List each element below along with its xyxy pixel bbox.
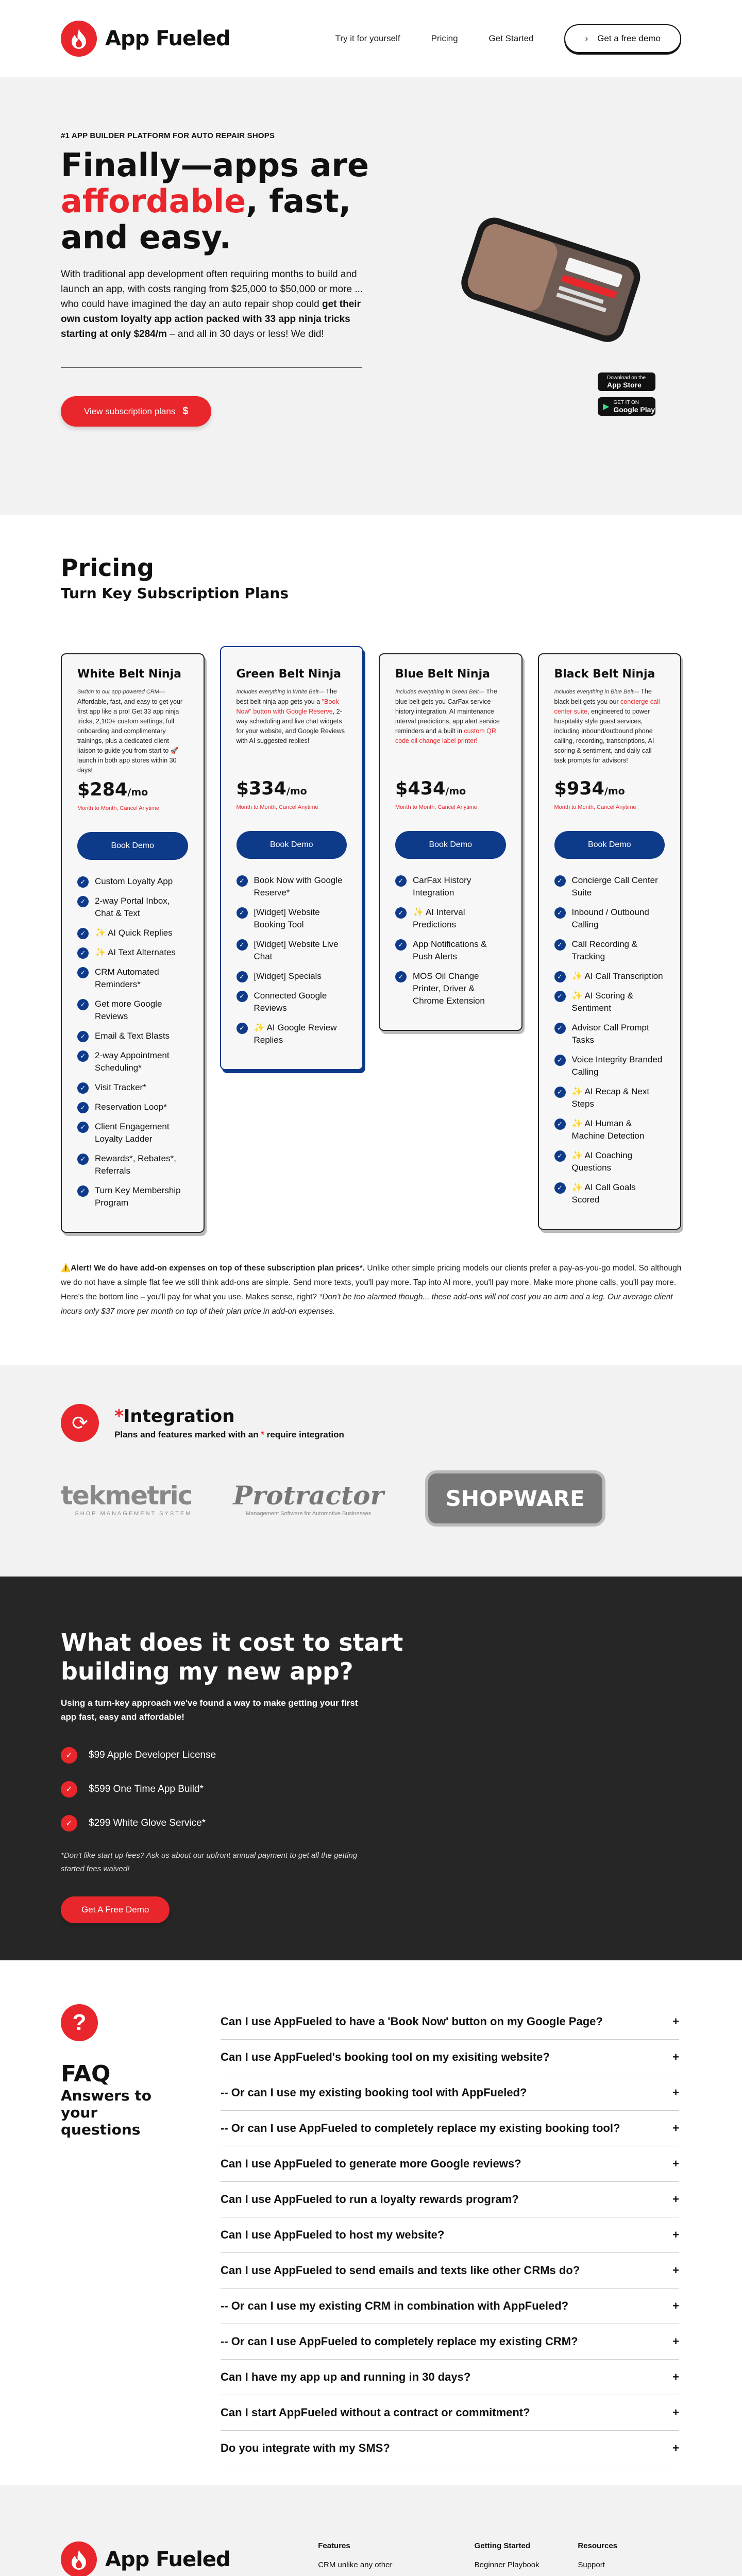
hero-body bbox=[61, 267, 370, 342]
faq-question: Do you integrate with my SMS? bbox=[221, 2442, 390, 2454]
app-store-badges bbox=[598, 372, 655, 416]
footer-logo[interactable] bbox=[61, 2541, 318, 2576]
flame-logo-icon bbox=[61, 2541, 97, 2576]
check-icon: ✓ bbox=[61, 1747, 77, 1764]
faq-question: Can I use AppFueled to host my website? bbox=[221, 2228, 445, 2241]
plan-features bbox=[395, 874, 506, 1007]
plan-price-value: $334 bbox=[236, 778, 286, 799]
faq-question: Can I use AppFueled's booking tool on my exisiting website? bbox=[221, 2050, 550, 2063]
faq-item[interactable] bbox=[221, 2395, 679, 2431]
plan-card-blue bbox=[379, 653, 522, 1031]
check-icon: ✓ bbox=[395, 971, 407, 982]
plan-features bbox=[554, 874, 665, 1206]
faq-question: -- Or can I use my existing booking tool with AppFueled? bbox=[221, 2086, 527, 2099]
plus-icon: + bbox=[672, 2299, 679, 2312]
hero-body-1: With traditional app development often requiring months to build and launch an app, with costs ranging from $25,000 to $50,000 or more ... who could have imagined the day an auto repair shop could bbox=[61, 269, 363, 310]
faq-question: Can I use AppFueled to generate more Google reviews? bbox=[221, 2157, 521, 2170]
plus-icon: + bbox=[672, 2406, 679, 2419]
free-demo-button[interactable] bbox=[564, 24, 681, 53]
shopware-logo: SHOPWARE bbox=[425, 1470, 605, 1527]
faq-item[interactable] bbox=[221, 2431, 679, 2466]
faq-question: -- Or can I use AppFueled to completely replace my existing CRM? bbox=[221, 2335, 578, 2348]
plan-feature-label: ✨ AI Call Goals Scored bbox=[571, 1182, 636, 1205]
check-icon: ✓ bbox=[395, 907, 407, 919]
alert-bold: ⚠️Alert! We do have add-on expenses on top of these subscription plan prices*. bbox=[61, 1264, 365, 1273]
plan-name: Black Belt Ninja bbox=[554, 668, 655, 681]
plan-feature bbox=[554, 874, 665, 899]
chevron-right-icon: › bbox=[585, 33, 588, 43]
plan-price-value: $284 bbox=[77, 779, 128, 800]
footer-started-list bbox=[475, 2561, 578, 2576]
footer-resources-title: Resources bbox=[578, 2541, 618, 2550]
plan-feature-label: [Widget] Website Live Chat bbox=[254, 939, 339, 961]
plan-feature bbox=[554, 1117, 665, 1142]
plan-intro: Includes everything in Green Belt— bbox=[395, 689, 485, 695]
plus-icon: + bbox=[672, 2086, 679, 2099]
plan-feature-label: Get more Google Reviews bbox=[95, 999, 162, 1021]
view-plans-button[interactable] bbox=[61, 396, 211, 427]
plan-feature bbox=[554, 1149, 665, 1174]
plan-feature-label: Advisor Call Prompt Tasks bbox=[571, 1023, 649, 1045]
integration-subtitle bbox=[114, 1430, 344, 1440]
question-icon: ? bbox=[61, 2004, 98, 2041]
plan-card-white bbox=[61, 653, 205, 1233]
book-demo-button[interactable]: Book Demo bbox=[77, 832, 188, 860]
plan-price-value: $934 bbox=[554, 778, 604, 799]
check-icon: ✓ bbox=[554, 1118, 566, 1130]
plan-features bbox=[237, 874, 347, 1046]
app-store-label: App Store bbox=[607, 380, 642, 389]
plan-desc-1: The blue belt gets you CarFax service history integration, AI maintenance interval predictions, app alert service reminders and a built in bbox=[395, 688, 500, 735]
plan-feature-label: Book Now with Google Reserve* bbox=[254, 875, 343, 897]
footer-getting-started bbox=[475, 2541, 578, 2576]
check-icon: ✓ bbox=[77, 1050, 89, 1062]
plan-feature-label: Connected Google Reviews bbox=[254, 991, 327, 1013]
plan-card-black bbox=[538, 653, 682, 1230]
plan-feature-label: Concierge Call Center Suite bbox=[571, 875, 658, 897]
integration-star: * bbox=[114, 1406, 124, 1427]
footer-brand bbox=[61, 2541, 318, 2576]
protractor-text: Protractor bbox=[233, 1480, 384, 1511]
footer-link[interactable]: Support bbox=[578, 2561, 605, 2569]
hero-title-red: affordable bbox=[61, 182, 246, 220]
plan-feature bbox=[554, 1181, 665, 1206]
integration-title bbox=[114, 1406, 344, 1427]
footer-features bbox=[318, 2541, 474, 2576]
plan-feature-label: CarFax History Integration bbox=[413, 875, 471, 897]
view-plans-label: View subscription plans bbox=[84, 406, 176, 416]
plan-feature-label: 2-way Appointment Scheduling* bbox=[95, 1050, 170, 1073]
faq-item[interactable] bbox=[221, 2289, 679, 2324]
plan-feature bbox=[554, 906, 665, 931]
plan-feature-label: Voice Integrity Branded Calling bbox=[571, 1055, 663, 1077]
plan-features bbox=[77, 875, 188, 1209]
sync-icon: ⟳ bbox=[61, 1404, 99, 1442]
hero-title-2: , fast, bbox=[246, 182, 351, 220]
footer-resources bbox=[578, 2541, 681, 2576]
cost-title: What does it cost to start building my new app? bbox=[61, 1629, 403, 1685]
free-demo-label: Get a free demo bbox=[597, 33, 661, 43]
plan-feature-label: Visit Tracker* bbox=[95, 1082, 146, 1092]
plan-intro: Includes everything in White Belt— bbox=[236, 689, 325, 695]
plan-feature bbox=[237, 938, 347, 963]
plan-feature-label: ✨ AI Human & Machine Detection bbox=[571, 1118, 645, 1141]
faq-question: -- Or can I use my existing CRM in combination with AppFueled? bbox=[221, 2299, 569, 2312]
hero-divider bbox=[61, 367, 362, 368]
plan-feature-label: Turn Key Membership Program bbox=[95, 1185, 181, 1208]
footer-started-title: Getting Started bbox=[474, 2541, 531, 2550]
plan-feature bbox=[77, 875, 188, 888]
plan-feature bbox=[77, 1081, 188, 1094]
faq-list bbox=[221, 2004, 679, 2454]
plan-price bbox=[395, 778, 506, 799]
plan-feature bbox=[77, 927, 188, 939]
plan-feature-label: MOS Oil Change Printer, Driver & Chrome Extension bbox=[413, 971, 485, 1006]
plan-description bbox=[237, 687, 347, 774]
check-icon: ✓ bbox=[237, 991, 248, 1002]
check-icon: ✓ bbox=[554, 971, 566, 982]
plan-feature bbox=[554, 938, 665, 963]
plan-price bbox=[554, 778, 665, 799]
faq-item[interactable] bbox=[221, 2040, 679, 2075]
plus-icon: + bbox=[672, 2157, 679, 2170]
plan-feature-label: [Widget] Website Booking Tool bbox=[254, 907, 320, 929]
plan-feature bbox=[77, 946, 188, 959]
plan-name: White Belt Ninja bbox=[77, 668, 181, 681]
dollar-icon: $ bbox=[182, 405, 189, 417]
faq-question: -- Or can I use AppFueled to completely replace my existing booking tool? bbox=[221, 2122, 620, 2134]
flame-logo-icon bbox=[61, 21, 97, 57]
plan-description bbox=[77, 687, 188, 775]
main-nav bbox=[335, 24, 681, 53]
book-demo-button[interactable]: Book Demo bbox=[554, 831, 665, 859]
check-icon: ✓ bbox=[77, 1031, 89, 1042]
plus-icon: + bbox=[672, 2228, 679, 2241]
plan-price bbox=[237, 778, 347, 799]
plan-feature-label: [Widget] Specials bbox=[254, 971, 322, 981]
plan-price-per: /mo bbox=[445, 786, 466, 797]
protractor-logo bbox=[233, 1480, 383, 1517]
hero-title-3: and easy. bbox=[61, 218, 232, 256]
plan-name: Blue Belt Ninja bbox=[395, 668, 490, 681]
check-icon: ✓ bbox=[237, 971, 248, 982]
plan-price bbox=[77, 779, 188, 800]
plan-feature-label: ✨ AI Interval Predictions bbox=[413, 907, 465, 929]
check-icon: ✓ bbox=[554, 1087, 566, 1098]
nav-try[interactable]: Try it for yourself bbox=[335, 33, 400, 43]
check-icon: ✓ bbox=[395, 939, 407, 951]
phone-mockup-image bbox=[438, 201, 660, 371]
app-store-badge[interactable] bbox=[598, 372, 655, 391]
check-icon: ✓ bbox=[77, 1082, 89, 1094]
integration-sub-1: Plans and features marked with an bbox=[114, 1430, 261, 1439]
plan-description bbox=[395, 687, 506, 774]
check-icon: ✓ bbox=[77, 876, 89, 888]
footer-features-title: Features bbox=[318, 2541, 350, 2550]
plan-feature-label: ✨ AI Coaching Questions bbox=[571, 1150, 633, 1173]
plan-desc-1: The best belt ninja app gets you a bbox=[236, 688, 337, 705]
check-icon: ✓ bbox=[77, 947, 89, 959]
plan-price-per: /mo bbox=[604, 786, 625, 797]
nav-get-started[interactable]: Get Started bbox=[488, 33, 534, 43]
plan-feature bbox=[237, 970, 347, 982]
partner-logos bbox=[61, 1470, 681, 1527]
hero-body-2: – and all in 30 days or less! We did! bbox=[166, 329, 324, 340]
plan-feature bbox=[554, 970, 665, 982]
check-icon: ✓ bbox=[395, 875, 407, 887]
book-demo-button[interactable]: Book Demo bbox=[395, 831, 506, 859]
alert-italic: *Don't be too alarmed though... these add-ons will not cost you an arm and a leg. Our average client incurs only $37 more per month on top of their plan price in add-on expenses. bbox=[61, 1293, 673, 1316]
check-icon: ✓ bbox=[554, 875, 566, 887]
plan-feature-label: Call Recording & Tracking bbox=[571, 939, 638, 961]
check-icon: ✓ bbox=[77, 1102, 89, 1113]
plus-icon: + bbox=[672, 2050, 679, 2063]
plan-term: Month to Month, Cancel Anytime bbox=[77, 805, 159, 811]
integration-sub-star: * bbox=[261, 1430, 264, 1439]
cost-items bbox=[61, 1747, 681, 1832]
check-icon: ✓ bbox=[554, 939, 566, 951]
plan-feature-label: Client Engagement Loyalty Ladder bbox=[95, 1122, 170, 1144]
plan-feature bbox=[554, 1086, 665, 1110]
plan-feature bbox=[395, 906, 506, 931]
plan-feature-label: Inbound / Outbound Calling bbox=[571, 907, 649, 929]
protractor-sub: Management Software for Automotive Businesses bbox=[245, 1511, 372, 1517]
plan-feature-label: ✨ AI Call Transcription bbox=[571, 971, 663, 981]
footer-resources-list bbox=[578, 2561, 681, 2576]
plus-icon: + bbox=[672, 2442, 679, 2454]
faq-question: Can I have my app up and running in 30 days? bbox=[221, 2370, 471, 2383]
plan-feature bbox=[77, 998, 188, 1023]
hero-title bbox=[61, 147, 380, 256]
hero-eyebrow: #1 APP BUILDER PLATFORM FOR AUTO REPAIR SHOPS bbox=[61, 131, 275, 140]
plan-price-per: /mo bbox=[127, 787, 148, 798]
check-icon: ✓ bbox=[554, 1182, 566, 1194]
plan-feature bbox=[554, 1054, 665, 1078]
pricing-section bbox=[0, 515, 742, 1365]
plus-icon: + bbox=[672, 2264, 679, 2277]
faq-question: Can I use AppFueled to run a loyalty rewards program? bbox=[221, 2193, 519, 2206]
plan-feature bbox=[237, 874, 347, 899]
faq-item[interactable] bbox=[221, 2360, 679, 2395]
plan-price-per: /mo bbox=[286, 786, 307, 797]
footer-columns bbox=[61, 2541, 681, 2576]
cost-section bbox=[0, 1577, 742, 1960]
check-icon: ✓ bbox=[554, 907, 566, 919]
plan-feature-label: Email & Text Blasts bbox=[95, 1031, 170, 1041]
plan-desc-red: custom QR code oil change label printer! bbox=[395, 727, 496, 744]
check-icon: ✓ bbox=[554, 1055, 566, 1066]
tekmetric-logo bbox=[61, 1481, 192, 1517]
faq-item[interactable] bbox=[221, 2004, 679, 2040]
plan-feature bbox=[77, 1121, 188, 1145]
plus-icon: + bbox=[672, 2122, 679, 2134]
google-play-badge[interactable] bbox=[598, 397, 655, 416]
check-icon: ✓ bbox=[61, 1781, 77, 1798]
cost-item bbox=[61, 1815, 681, 1832]
addon-alert-note bbox=[61, 1261, 682, 1319]
check-icon: ✓ bbox=[61, 1815, 77, 1832]
pricing-cards bbox=[61, 653, 681, 1233]
cost-item-label: $599 One Time App Build* bbox=[89, 1784, 204, 1794]
plan-feature-label: CRM Automated Reminders* bbox=[95, 967, 159, 989]
footer-link[interactable]: CRM unlike any other bbox=[318, 2561, 393, 2569]
plan-term: Month to Month, Cancel Anytime bbox=[395, 804, 477, 810]
footer-logo-text: App Fueled bbox=[105, 2548, 230, 2571]
footer-link[interactable]: Beginner Playbook bbox=[474, 2561, 539, 2569]
plan-feature bbox=[554, 990, 665, 1014]
plan-intro: Switch to our app-powered CRM— bbox=[77, 689, 165, 695]
plan-desc-text: Affordable, fast, and easy to get your first app like a pro! Get 33 app ninja tricks, 2,100+ custom settings, full onboarding and complimentary trainings, plus a dedicated client liaison to guide you from start to 🚀 launch in both app stores within 30 days! bbox=[77, 698, 183, 774]
cost-item-label: $99 Apple Developer License bbox=[89, 1750, 216, 1760]
book-demo-button[interactable]: Book Demo bbox=[237, 831, 347, 859]
plan-feature-label: ✨ AI Scoring & Sentiment bbox=[571, 991, 633, 1013]
plan-feature bbox=[77, 1030, 188, 1042]
plan-feature bbox=[77, 966, 188, 991]
check-icon: ✓ bbox=[237, 907, 248, 919]
check-icon: ✓ bbox=[77, 1185, 89, 1197]
plan-feature bbox=[77, 1153, 188, 1177]
plan-feature bbox=[77, 1049, 188, 1074]
plus-icon: + bbox=[672, 2370, 679, 2383]
alert-text: Unlike other simple pricing models our clients prefer a pay-as-you-go model. So although we do not have a simple flat fee we still think add-ons are simple. Send more texts, you'll pay more. Tap into AI more, you'll pay more. Make more phone calls, you'll pay more. Here's the bottom line – you'll pay for what you use. Makes sense, right? bbox=[61, 1264, 682, 1301]
cost-lead: Using a turn-key approach we've found a way to make getting your first app fast, easy and affordable! bbox=[61, 1698, 358, 1722]
plan-desc-red: concierge call center suite bbox=[554, 698, 660, 715]
plan-feature-label: Custom Loyalty App bbox=[95, 876, 173, 886]
pricing-subtitle: Turn Key Subscription Plans bbox=[61, 585, 289, 602]
faq-item[interactable] bbox=[221, 2075, 679, 2111]
faq-item[interactable] bbox=[221, 2253, 679, 2289]
plan-feature bbox=[77, 1101, 188, 1113]
check-icon: ✓ bbox=[77, 967, 89, 978]
cost-item bbox=[61, 1781, 681, 1798]
tekmetric-text: tekmetric bbox=[61, 1480, 192, 1511]
hero-title-1: Finally—apps are bbox=[61, 146, 369, 184]
faq-section bbox=[0, 1960, 742, 2485]
check-icon: ✓ bbox=[77, 896, 89, 907]
plan-feature bbox=[77, 895, 188, 920]
get-free-demo-button[interactable]: Get A Free Demo bbox=[61, 1896, 170, 1923]
check-icon: ✓ bbox=[554, 1150, 566, 1162]
check-icon: ✓ bbox=[554, 1023, 566, 1034]
check-icon: ✓ bbox=[77, 999, 89, 1010]
plan-feature-label: ✨ AI Google Review Replies bbox=[254, 1023, 337, 1045]
check-icon: ✓ bbox=[77, 1122, 89, 1133]
app-store-small: Download on the bbox=[607, 375, 646, 381]
pricing-title: Pricing bbox=[61, 554, 154, 582]
integration-sub-2: require integration bbox=[264, 1430, 344, 1439]
faq-question: Can I use AppFueled to send emails and texts like other CRMs do? bbox=[221, 2264, 580, 2277]
check-icon: ✓ bbox=[77, 1154, 89, 1165]
plan-card-green bbox=[220, 646, 364, 1070]
plan-desc-2: , 2-way scheduling and live chat widgets for your website, and Google Reviews with AI suggested replies! bbox=[236, 708, 345, 744]
faq-question: Can I start AppFueled without a contract or commitment? bbox=[221, 2406, 530, 2419]
plan-feature-label: App Notifications & Push Alerts bbox=[413, 939, 487, 961]
plus-icon: + bbox=[672, 2335, 679, 2348]
plan-description bbox=[554, 687, 665, 774]
plan-feature bbox=[395, 874, 506, 899]
plan-feature bbox=[554, 1022, 665, 1046]
cost-item bbox=[61, 1747, 681, 1764]
play-icon: ▶ bbox=[603, 402, 610, 411]
plan-feature-label: ✨ AI Recap & Next Steps bbox=[571, 1087, 650, 1109]
google-play-label: Google Play bbox=[613, 405, 655, 414]
plan-term: Month to Month, Cancel Anytime bbox=[554, 804, 636, 810]
site-header bbox=[0, 0, 742, 77]
faq-title: FAQ bbox=[61, 2061, 111, 2087]
integration-title-text: Integration bbox=[123, 1406, 235, 1427]
plan-desc-2: , engineered to power hospitality style guest services, including inbound/outbound phone calling, recording, transcriptions, AI scoring & sentiment, and daily call task prompts for advisors! bbox=[554, 708, 654, 764]
plan-feature bbox=[237, 1022, 347, 1046]
faq-item[interactable] bbox=[221, 2217, 679, 2253]
cost-item-label: $299 White Glove Service* bbox=[89, 1818, 206, 1828]
footer-features-list bbox=[318, 2561, 474, 2576]
plan-feature-label: ✨ AI Quick Replies bbox=[95, 928, 173, 938]
plan-price-value: $434 bbox=[395, 778, 446, 799]
nav-pricing[interactable]: Pricing bbox=[431, 33, 458, 43]
site-footer bbox=[0, 2485, 742, 2576]
logo-text: App Fueled bbox=[105, 27, 230, 50]
check-icon: ✓ bbox=[237, 875, 248, 887]
hero-section bbox=[0, 77, 742, 515]
faq-item[interactable] bbox=[221, 2146, 679, 2182]
faq-item[interactable] bbox=[221, 2324, 679, 2360]
faq-item[interactable] bbox=[221, 2111, 679, 2146]
plan-desc-red: "Book Now" button with Google Reserve bbox=[236, 698, 339, 715]
faq-question: Can I use AppFueled to have a 'Book Now' button on my Google Page? bbox=[221, 2015, 603, 2028]
logo[interactable] bbox=[61, 21, 230, 57]
integration-header bbox=[61, 1404, 681, 1442]
faq-item[interactable] bbox=[221, 2182, 679, 2217]
plan-feature bbox=[237, 990, 347, 1014]
hero-body-bold: get their own custom loyalty app action packed with 33 app ninja tricks starting at only $284/m bbox=[61, 299, 361, 340]
integration-section bbox=[0, 1365, 742, 1577]
plan-term: Month to Month, Cancel Anytime bbox=[236, 804, 318, 810]
check-icon: ✓ bbox=[237, 939, 248, 951]
plan-feature bbox=[237, 906, 347, 931]
plan-feature bbox=[395, 970, 506, 1007]
check-icon: ✓ bbox=[554, 991, 566, 1002]
faq-subtitle: Answers to your questions bbox=[61, 2087, 151, 2138]
cost-footnote: *Don't like start up fees? Ask us about our upfront annual payment to get all the getting started fees waived! bbox=[61, 1851, 358, 1873]
check-icon: ✓ bbox=[77, 928, 89, 939]
plan-feature bbox=[395, 938, 506, 963]
check-icon: ✓ bbox=[237, 1023, 248, 1034]
plus-icon: + bbox=[672, 2015, 679, 2028]
plan-feature-label: Rewards*, Rebates*, Referrals bbox=[95, 1154, 176, 1176]
tekmetric-sub: SHOP MANAGEMENT SYSTEM bbox=[75, 1510, 192, 1517]
faq-heading bbox=[61, 2004, 164, 2428]
google-small: GET IT ON bbox=[613, 399, 639, 405]
plan-feature-label: ✨ AI Text Alternates bbox=[95, 947, 176, 957]
plan-name: Green Belt Ninja bbox=[236, 668, 341, 681]
plan-intro: Includes everything in Blue Belt— bbox=[554, 689, 639, 695]
plan-desc-1: The black belt gets you our bbox=[554, 688, 652, 705]
plan-feature bbox=[77, 1184, 188, 1209]
plan-feature-label: Reservation Loop* bbox=[95, 1102, 167, 1112]
plan-feature-label: 2-way Portal Inbox, Chat & Text bbox=[95, 896, 170, 918]
plus-icon: + bbox=[672, 2193, 679, 2206]
